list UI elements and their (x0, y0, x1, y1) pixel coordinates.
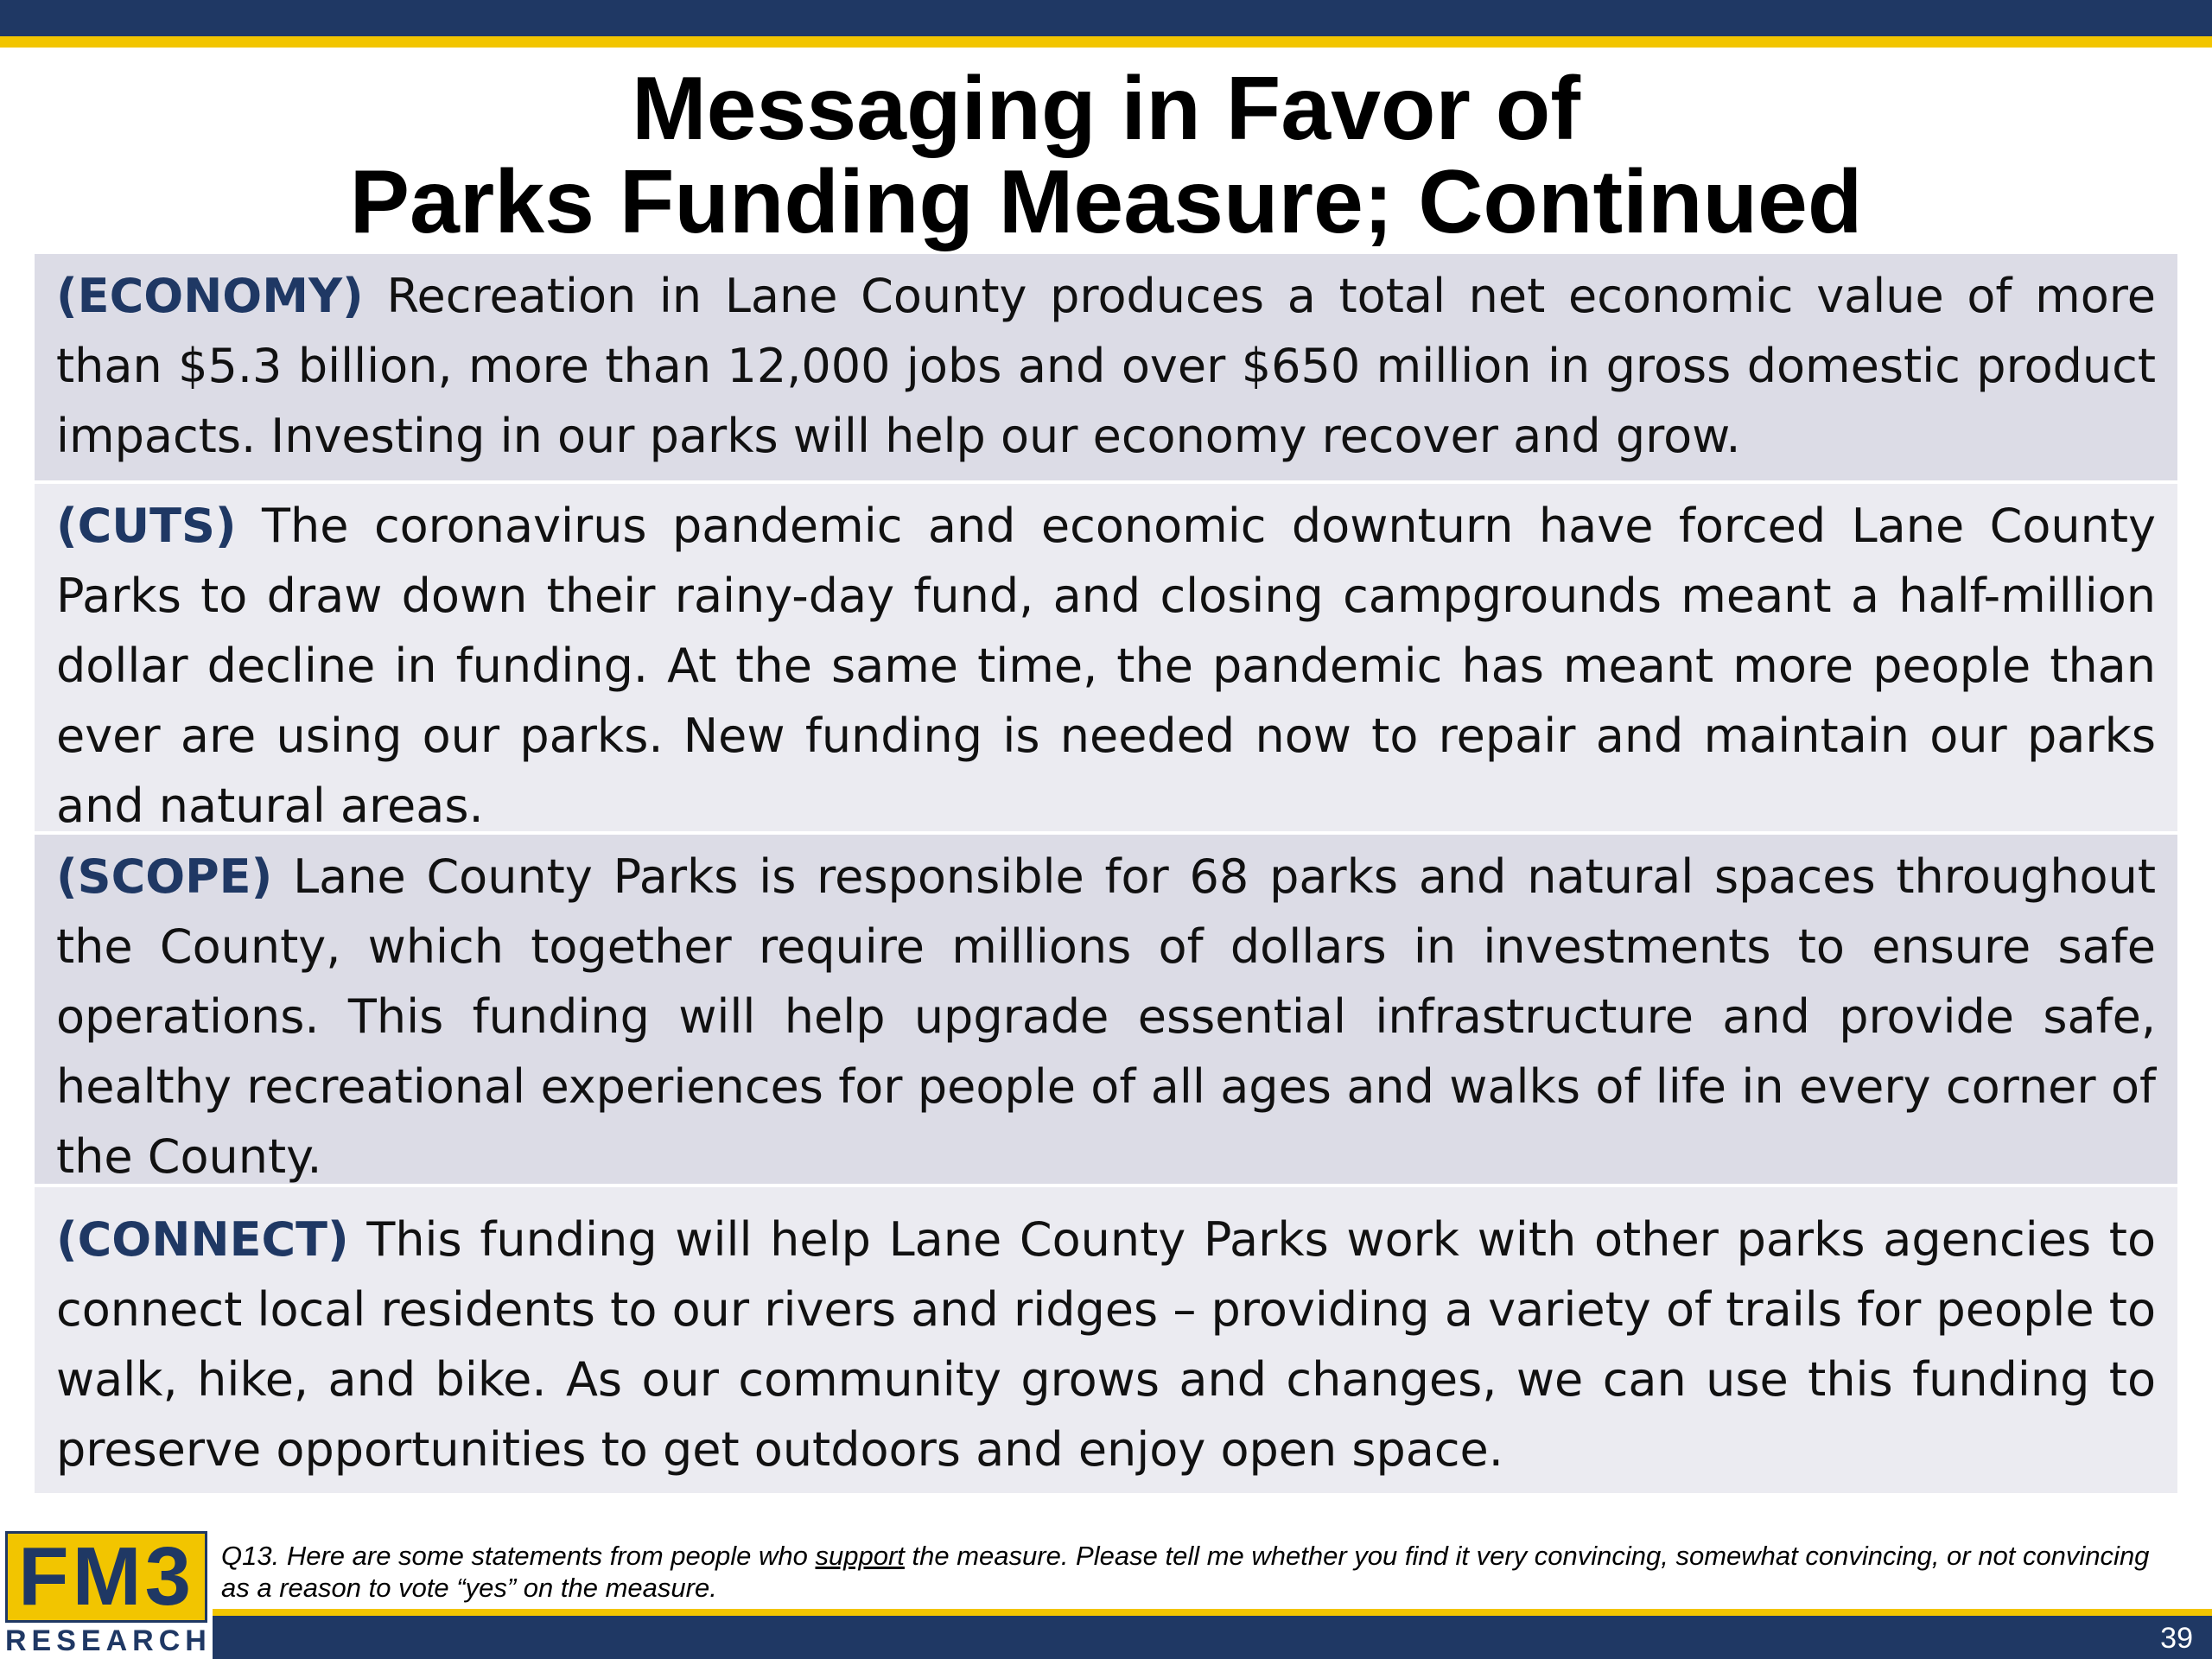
logo-wordmark: FM3 (5, 1531, 207, 1623)
message-economy (35, 254, 2177, 480)
slide-title (0, 59, 2212, 252)
message-cuts (35, 484, 2177, 831)
page-number: 39 (2160, 1622, 2193, 1655)
footnote-before: Q13. Here are some statements from people who (221, 1541, 816, 1571)
footnote-after: the measure. Please tell me whether you find it very convincing, somewhat convincing, or not convincing as a reason to vote “yes” on the measure. (221, 1541, 2150, 1603)
footnote-underlined: support (815, 1541, 905, 1571)
message-tag: (CONNECT) (56, 1212, 349, 1267)
logo-subtitle: RESEARCH (5, 1624, 212, 1657)
message-connect (35, 1187, 2177, 1493)
message-tag: (SCOPE) (56, 849, 273, 904)
top-navy-bar (0, 0, 2212, 36)
message-scope (35, 835, 2177, 1184)
message-text: Lane County Parks is responsible for 68 parks and natural spaces throughout the County, which together require millions of dollars in investments to ensure safe operations. This funding will help upgrade essential infrastructure and provide safe, healthy recreational experiences for people of all ages and walks of life in every corner of the County. (56, 849, 2156, 1184)
message-tag: (ECONOMY) (56, 269, 364, 323)
message-text: The coronavirus pandemic and economic downturn have forced Lane County Parks to draw down their rainy-day fund, and closing campgrounds meant a half-million dollar decline in funding. At the same time, the pandemic has meant more people than ever are using our parks. New funding is needed now to repair and maintain our parks and natural areas. (56, 499, 2156, 833)
title-line-2: Parks Funding Measure; Continued (349, 152, 1863, 252)
message-text: This funding will help Lane County Parks work with other parks agencies to connect local residents to our rivers and ridges – providing a variety of trails for people to walk, hike, and bike. As our community grows and changes, we can use this funding to preserve opportunities to get outdoors and enjoy open space. (56, 1212, 2156, 1477)
bottom-navy-bar (0, 1616, 2212, 1659)
bottom-gold-stripe (0, 1609, 2212, 1616)
fm3-research-logo (0, 1531, 213, 1659)
survey-question-footnote (221, 1540, 2183, 1604)
message-text: Recreation in Lane County produces a total net economic value of more than $5.3 billion, more than 12,000 jobs and over $650 million in gross domestic product impacts. Investing in our parks will help our economy recover and grow. (56, 269, 2156, 463)
title-line-1: Messaging in Favor of (632, 59, 1580, 159)
message-tag: (CUTS) (56, 499, 237, 553)
top-gold-stripe (0, 36, 2212, 48)
